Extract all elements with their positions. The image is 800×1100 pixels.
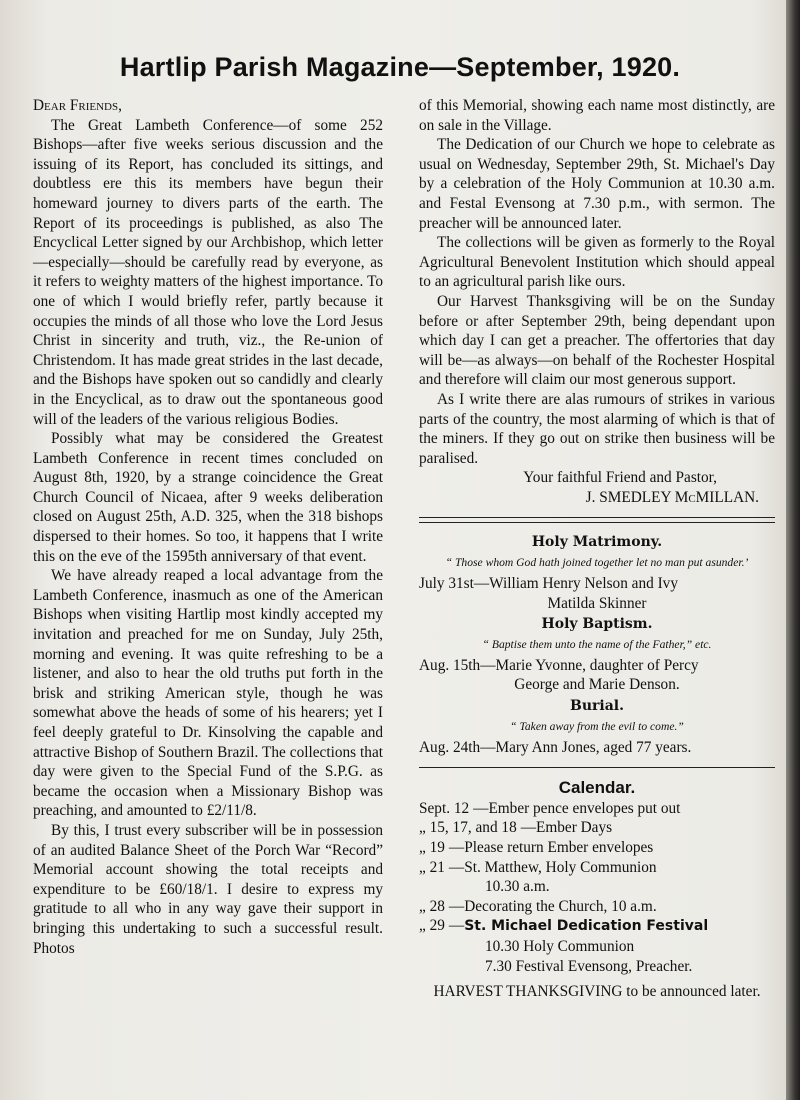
letter-paragraph: The collections will be given as formerly to the Royal Agricultural Benevolent Institution which should appeal to an agricultural parish like ours. — [419, 234, 775, 291]
left-column — [33, 96, 383, 958]
matrimony-heading: Holy Matrimony. — [531, 534, 663, 551]
calendar-date: „ 15, 17, and 18 — [419, 819, 517, 837]
letter-paragraph: We have already reaped a local advantage from the Lambeth Conference, inasmuch as one of the American Bishops when visiting Hartlip most kindly accepted my invitation and preached for me on Sunday, July 25th, morning and evening. It was quite refreshing to be a listener, and also to hear the old truths put forth in the brisk and striking American style, though he was somewhat above the heads of some of his hearers; yet I feel deeply grateful to Dr. Kinsolving the capable and attractive Bishop of Southern Brazil. The collections that day were given to the Special Fund of the S.P.G. as became the occasion when a Missionary Bishop was preaching, and amounted to £2/11/8. — [33, 567, 383, 820]
baptism-heading: Holy Baptism. — [541, 616, 653, 633]
section-divider — [419, 517, 775, 523]
calendar-event: —St. Matthew, Holy Communion — [448, 858, 657, 876]
matrimony-entry-cont: Matilda Skinner — [547, 594, 647, 612]
page-edge-shadow — [786, 0, 800, 1100]
matrimony-quote: “ Those whom God hath joined together let no man put asunder.’ — [445, 556, 749, 570]
calendar-event — [449, 916, 775, 937]
calendar-dash: — — [448, 917, 465, 935]
calendar-date: „ 28 — [419, 897, 445, 915]
calendar-row — [419, 916, 775, 937]
letter-paragraph: By this, I trust every subscriber will be in possession of an audited Balance Sheet of the Porch War “Record” Memorial account showing the total receipts and expenditure to be £60/18/1. I desire to express my gratitude to all who in any way gave their support in bringing this undertaking to such a successful result. Photos — [33, 821, 383, 957]
calendar-row — [419, 818, 775, 838]
calendar-date: „ 29 — [419, 917, 445, 935]
calendar-event: —Ember Days — [520, 819, 613, 837]
letter-salutation: Dear Friends, — [33, 97, 122, 114]
letter-paragraph: Our Harvest Thanksgiving will be on the Sunday before or after September 29th, being dependant upon which day I can get a preacher. The offertories that day will be—as always—on behalf of the Rochester Hospital and therefore will claim our most generous support. — [419, 292, 775, 389]
burial-heading: Burial. — [570, 698, 624, 715]
page-title: Hartlip Parish Magazine—September, 1920. — [119, 52, 681, 82]
section-divider — [419, 767, 775, 768]
calendar-row — [419, 838, 775, 858]
calendar-event: —Ember pence envelopes put out — [473, 799, 681, 817]
calendar-row — [419, 858, 775, 878]
calendar-row — [419, 799, 775, 819]
baptism-entry-cont: George and Marie Denson. — [514, 676, 680, 694]
letter-paragraph: As I write there are alas rumours of strikes in various parts of the country, the most alarming of which is that of the miners. If they go out on strike then business will be paralised. — [419, 390, 775, 467]
calendar-subline: 7.30 Festival Evensong, Preacher. — [485, 957, 693, 975]
matrimony-entry: July 31st—William Henry Nelson and Ivy — [419, 575, 678, 593]
calendar-event: —Decorating the Church, 10 a.m. — [448, 897, 657, 915]
calendar-event: —Please return Ember envelopes — [448, 839, 654, 856]
letter-signature: J. SMEDLEY McMILLAN. — [585, 488, 759, 506]
burial-quote: “ Taken away from the evil to come.” — [510, 719, 684, 733]
harvest-notice: HARVEST THANKSGIVING to be announced later. — [433, 983, 761, 1001]
calendar-subline: 10.30 Holy Communion — [485, 937, 635, 955]
calendar-date: Sept. 12 — [419, 799, 470, 817]
festival-title: St. Michael Dedication Festival — [464, 918, 709, 935]
baptism-entry: Aug. 15th—Marie Yvonne, daughter of Percy — [419, 656, 699, 674]
calendar-heading: Calendar. — [558, 778, 636, 798]
letter-signoff: Your faithful Friend and Pastor, — [523, 469, 717, 487]
letter-paragraph: Possibly what may be considered the Greatest Lambeth Conference in recent times concluded on August 8th, 1920, by a strange coincidence the Great Church Council of Nicaea, after 9 weeks deliberation closed on August 25th, A.D. 325, when the 318 bishops dispersed to their homes. So too, it happens that I write this on the eve of the 1595th anniversary of that event. — [33, 430, 383, 565]
letter-continuation: of this Memorial, showing each name most distinctly, are on sale in the Village. — [419, 97, 775, 134]
letter-paragraph: The Dedication of our Church we hope to celebrate as usual on Wednesday, September 29th, St. Michael's Day by a celebration of the Holy Communion at 10.30 a.m. and Festal Evensong at 7.30 p.m., with sermon. The preacher will be announced later. — [419, 136, 775, 232]
letter-paragraph: The Great Lambeth Conference—of some 252 Bishops—after five weeks serious discussion and the issuing of its Report, has concluded its sittings, and doubtless ere this its members have begun their homeward journey to divers parts of the earth. The Report of its proceedings is published, as also The Encyclical Letter signed by our Archbishop, which letter—especially—should be carefully read by everyone, as it refers to weighty matters of the highest importance. To one of which I would briefly refer, partly because it occupies the minds of all those who love the Lord Jesus Christ in sincerity and truth, viz., the Re-union of Christendom. It has made great strides in the last decade, and the Bishops have spoken out so candidly and clearly in the Encyclical, as to draw out the spontaneous good will of the leaders of the various religious Bodies. — [33, 116, 383, 428]
calendar-date: „ 21 — [419, 858, 445, 876]
calendar-row — [419, 897, 775, 917]
calendar-subline: 10.30 a.m. — [485, 878, 550, 896]
baptism-quote: “ Baptise them unto the name of the Father,” etc. — [482, 637, 712, 651]
calendar-date: „ 19 — [419, 839, 445, 856]
right-column — [419, 96, 775, 1002]
burial-entry: Aug. 24th—Mary Ann Jones, aged 77 years. — [419, 738, 692, 756]
